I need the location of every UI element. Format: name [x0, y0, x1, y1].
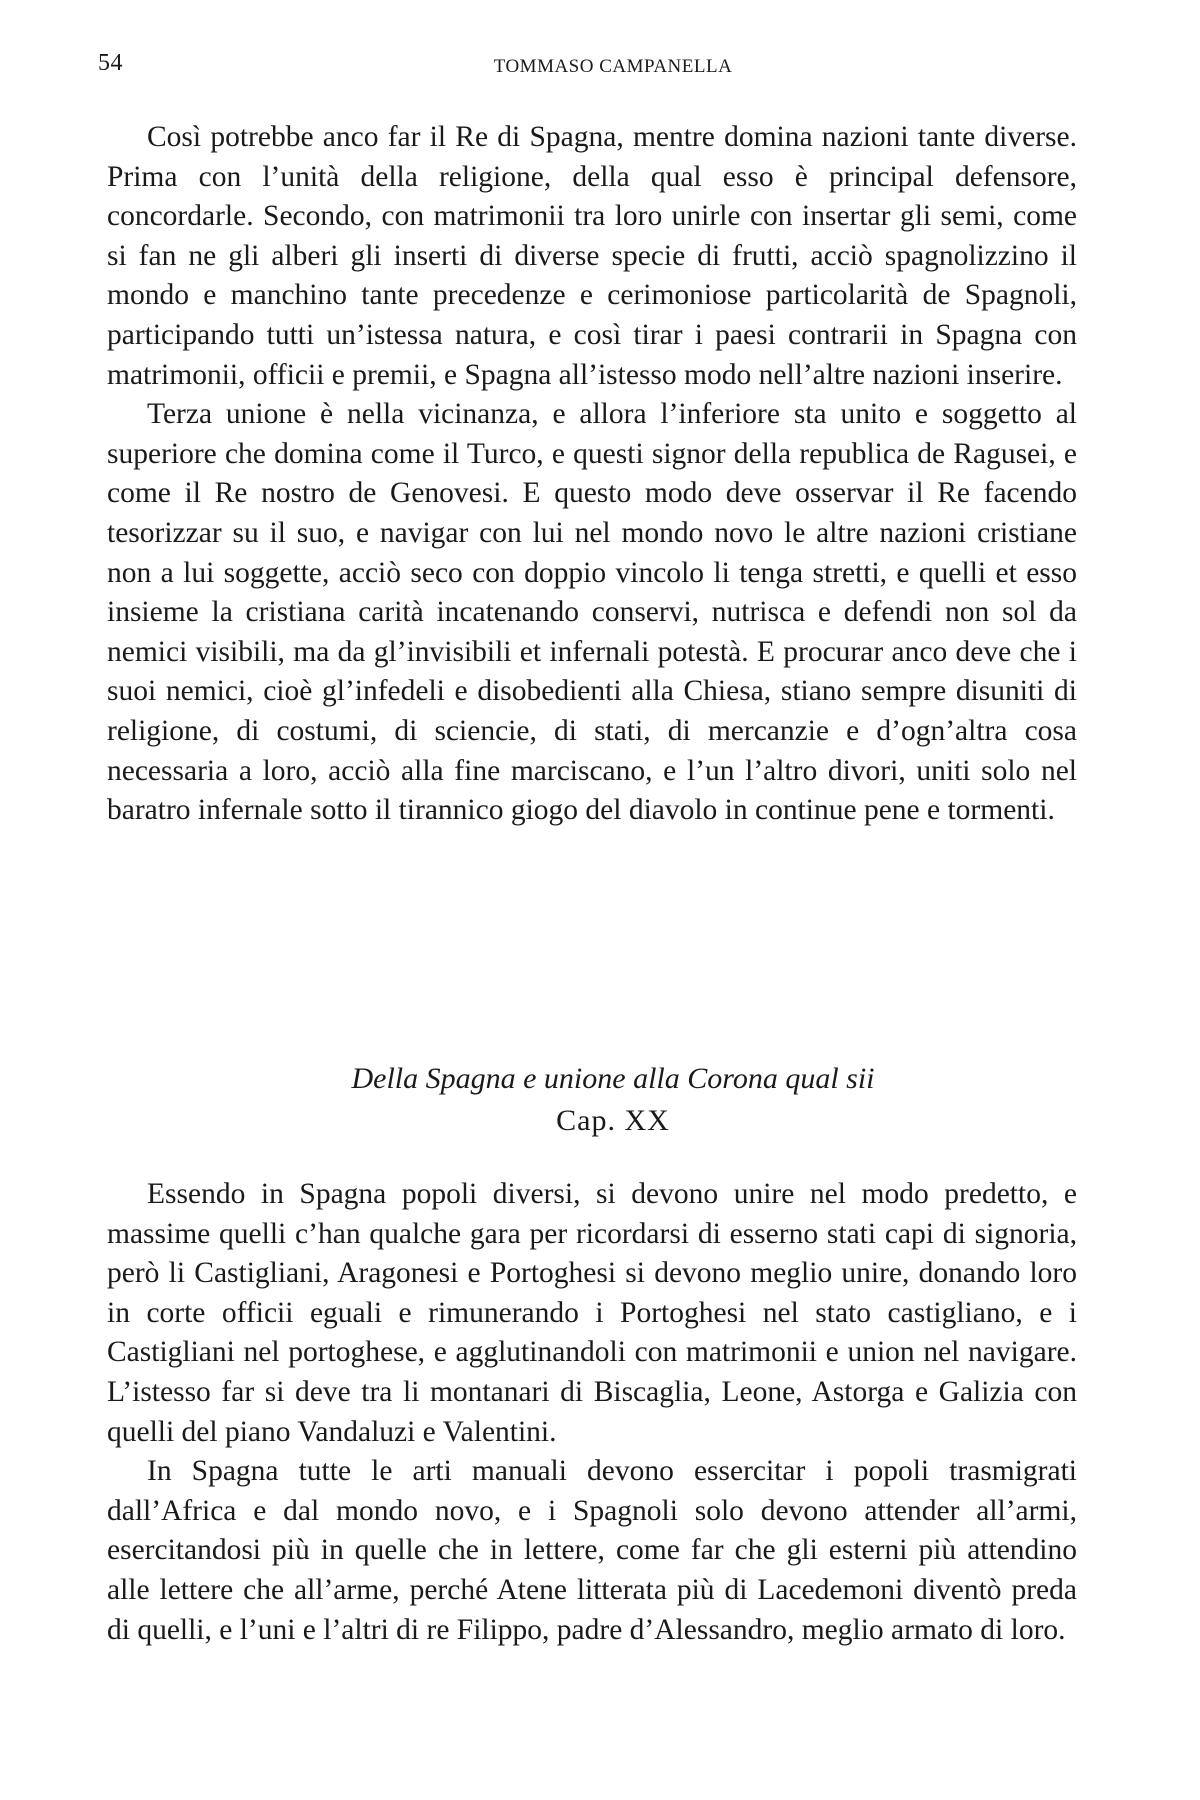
paragraph: Essendo in Spagna popoli diversi, si devono unire nel modo predetto, e massime quelli c’han qualche gara per ricordarsi di esserno stati capi di signoria, però li Castigliani, Aragonesi e Portoghesi si devono meglio unire, donando loro in corte officii eguali e rimunerando i Portoghesi nel stato castigliano, e i Castigliani nel portoghese, e agglutinandoli con matrimonii e union nel navigare. L’istesso far si deve tra li montanari di Biscaglia, Leone, Astorga e Galizia con quelli del piano Vandaluzi e Valentini.: [107, 1178, 1077, 1448]
chapter-number: Cap. XX: [556, 1104, 670, 1137]
text-block-top: [107, 118, 1077, 831]
paragraph: Così potrebbe anco far il Re di Spagna, mentre domina nazioni tante diverse. Prima con l’unità della religione, della qual esso è principal defensore, concordarle. Secondo, con matrimonii tra loro unirle con insertar gli semi, come si fan ne gli alberi gli inserti di diverse specie di frutti, acciò spagnolizzino il mondo e manchino tante precedenze e cerimoniose particolarità de Spagnoli, participando tutti un’istessa natura, e così tirar i paesi contrarii in Spagna con matrimonii, officii e premii, e Spagna all’istesso modo nell’altre nazioni inserire.: [107, 121, 1077, 391]
page-header: [98, 50, 1088, 90]
running-head: TOMMASO CAMPANELLA: [493, 56, 733, 77]
chapter-title: Della Spagna e unione alla Corona qual sii: [351, 1062, 875, 1095]
paragraph: In Spagna tutte le arti manuali devono essercitar i popoli trasmigrati dall’Africa e dal mondo novo, e i Spagnoli solo devono attender all’armi, esercitandosi più in quelle che in lettere, come far che gli esterni più attendino alle lettere che all’arme, perché Atene litterata più di Lacedemoni diventò preda di quelli, e l’uni e l’altri di re Filippo, padre d’Alessandro, meglio armato di loro.: [107, 1455, 1077, 1646]
text-block-bottom: [107, 1175, 1077, 1650]
page-number: 54: [98, 50, 123, 76]
chapter-heading: [98, 1058, 1088, 1142]
paragraph: Terza unione è nella vicinanza, e allora l’inferiore sta unito e soggetto al superiore che domina come il Turco, e questi signor della republica de Ragusei, e come il Re nostro de Genovesi. E questo modo deve osservar il Re facendo tesorizzar su il suo, e navigar con lui nel mondo novo le altre nazioni cristiane non a lui soggette, acciò seco con doppio vincolo li tenga stretti, e quelli et esso insieme la cristiana carità incatenando conservi, nutrisca e defendi non sol da nemici visibili, ma da gl’invisibili et infernali potestà. E procurar anco deve che i suoi nemici, cioè gl’infedeli e disobedienti alla Chiesa, stiano sempre disuniti di religione, di costumi, di sciencie, di stati, di mercanzie e d’ogn’altra cosa necessaria a loro, acciò alla fine marciscano, e l’un l’altro divori, uniti solo nel baratro infernale sotto il tirannico giogo del diavolo in continue pene e tormenti.: [107, 398, 1077, 827]
